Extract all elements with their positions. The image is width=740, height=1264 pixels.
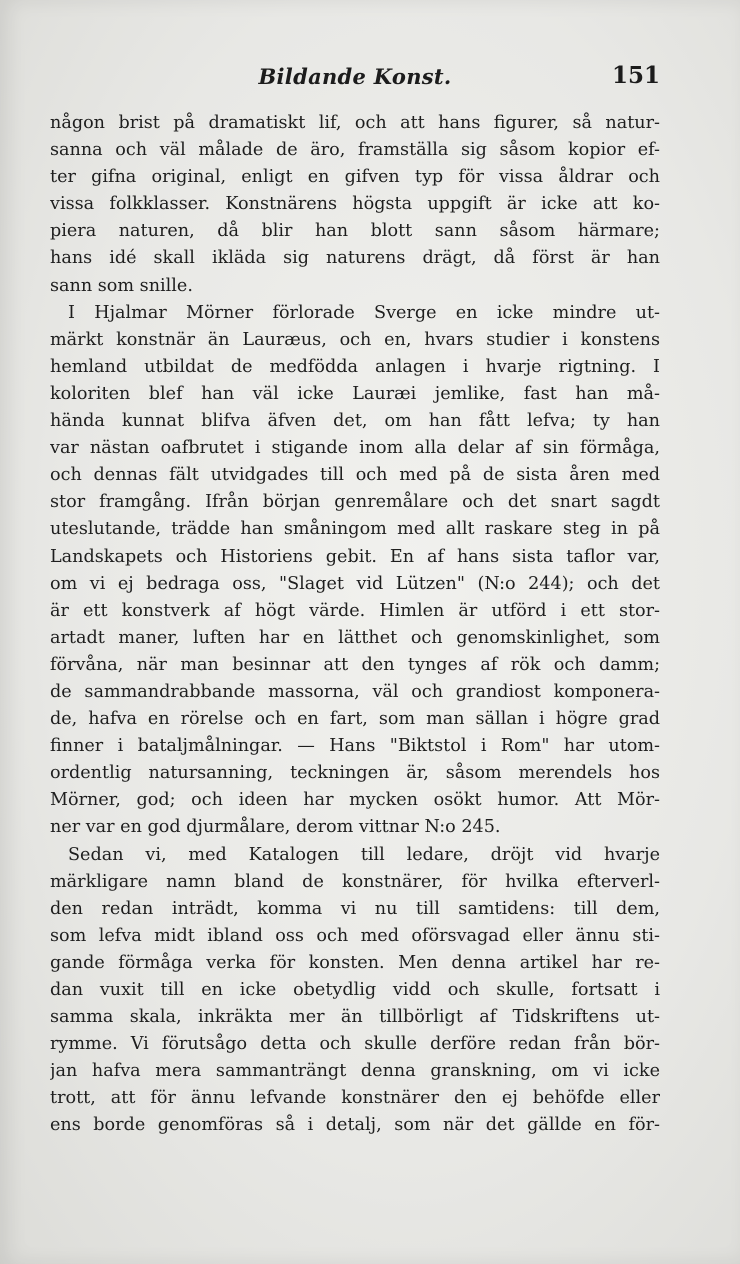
text-line: vissa folkklasser. Konstnärens högsta uppgift är icke att ko- <box>50 194 660 215</box>
text-line: och dennas fält utvidgades till och med på de sista åren med <box>50 465 660 486</box>
body-text <box>50 110 660 1140</box>
text-line: någon brist på dramatiskt lif, och att hans figurer, så natur- <box>50 113 660 133</box>
text-line: trott, att för ännu lefvande konstnärer den ej behöfde eller <box>50 1088 660 1109</box>
text-line: ens borde genomföras så i detalj, som när det gällde en för- <box>50 1115 660 1136</box>
running-title: Bildande Konst. <box>258 64 452 89</box>
text-line: ordentlig natursanning, teckningen är, såsom merendels hos <box>50 763 660 784</box>
text-line: samma skala, inkräkta mer än tillbörligt af Tidskriftens ut- <box>50 1007 660 1028</box>
text-line: dan vuxit till en icke obetydlig vidd och skulle, fortsatt i <box>50 980 660 1000</box>
text-line: den redan inträdt, komma vi nu till samtidens: till dem, <box>50 898 660 919</box>
text-line: de sammandrabbande massorna, väl och grandiost komponera- <box>50 681 660 702</box>
text-line: stor framgång. Ifrån början genremålare och det snart sagdt <box>50 492 660 513</box>
text-line: rymme. Vi förutsågo detta och skulle derföre redan från bör- <box>50 1034 660 1055</box>
text-line: märkligare namn bland de konstnärer, för hvilka efterverl- <box>50 871 660 892</box>
text-line: förvåna, när man besinnar att den tynges af rök och damm; <box>50 654 660 675</box>
text-line: sanna och väl målade de äro, framställa sig såsom kopior ef- <box>50 140 660 161</box>
text-line: om vi ej bedraga oss, "Slaget vid Lützen" (N:o 244); och det <box>50 573 660 594</box>
text-line: piera naturen, då blir han blott sann såsom härmare; <box>50 221 660 242</box>
text-line: artadt maner, luften har en lätthet och genomskinlighet, som <box>50 627 660 648</box>
text-line: I Hjalmar Mörner förlorade Sverge en icke mindre ut- <box>68 302 660 323</box>
text-line: koloriten blef han väl icke Lauræi jemlike, fast han må- <box>50 383 660 404</box>
text-line: gande förmåga verka för konsten. Men denna artikel har re- <box>50 952 660 973</box>
text-line: de, hafva en rörelse och en fart, som man sällan i högre grad <box>50 709 660 730</box>
text-line: ner var en god djurmålare, derom vittnar N:o 245. <box>50 817 501 838</box>
text-line: Landskapets och Historiens gebit. En af hans sista taflor var, <box>50 546 660 567</box>
text-line: hans idé skall ikläda sig naturens drägt, då först är han <box>50 248 660 269</box>
text-line: märkt konstnär än Lauræus, och en, hvars studier i konstens <box>50 329 660 350</box>
page-number: 151 <box>611 62 660 89</box>
text-line: uteslutande, trädde han småningom med allt raskare steg in på <box>50 519 660 540</box>
text-line: jan hafva mera sammanträngt denna granskning, om vi icke <box>50 1061 660 1082</box>
text-line: som lefva midt ibland oss och med oförsvagad eller ännu sti- <box>50 925 660 946</box>
text-line: finner i bataljmålningar. — Hans "Biktstol i Rom" har utom- <box>50 736 660 757</box>
text-line: ter gifna original, enligt en gifven typ för vissa åldrar och <box>50 167 660 188</box>
text-line: hemland utbildat de medfödda anlagen i hvarje rigtning. I <box>50 356 660 377</box>
text-line: var nästan oafbrutet i stigande inom alla delar af sin förmåga, <box>50 438 660 459</box>
text-line: hända kunnat blifva äfven det, om han fått lefva; ty han <box>50 411 660 432</box>
text-line: Sedan vi, med Katalogen till ledare, dröjt vid hvarje <box>68 844 660 865</box>
text-line: är ett konstverk af högt värde. Himlen är utförd i ett stor- <box>50 600 660 621</box>
page-header <box>50 62 660 94</box>
text-line: Mörner, god; och ideen har mycken osökt humor. Att Mör- <box>50 790 660 811</box>
text-line: sann som snille. <box>50 275 193 296</box>
